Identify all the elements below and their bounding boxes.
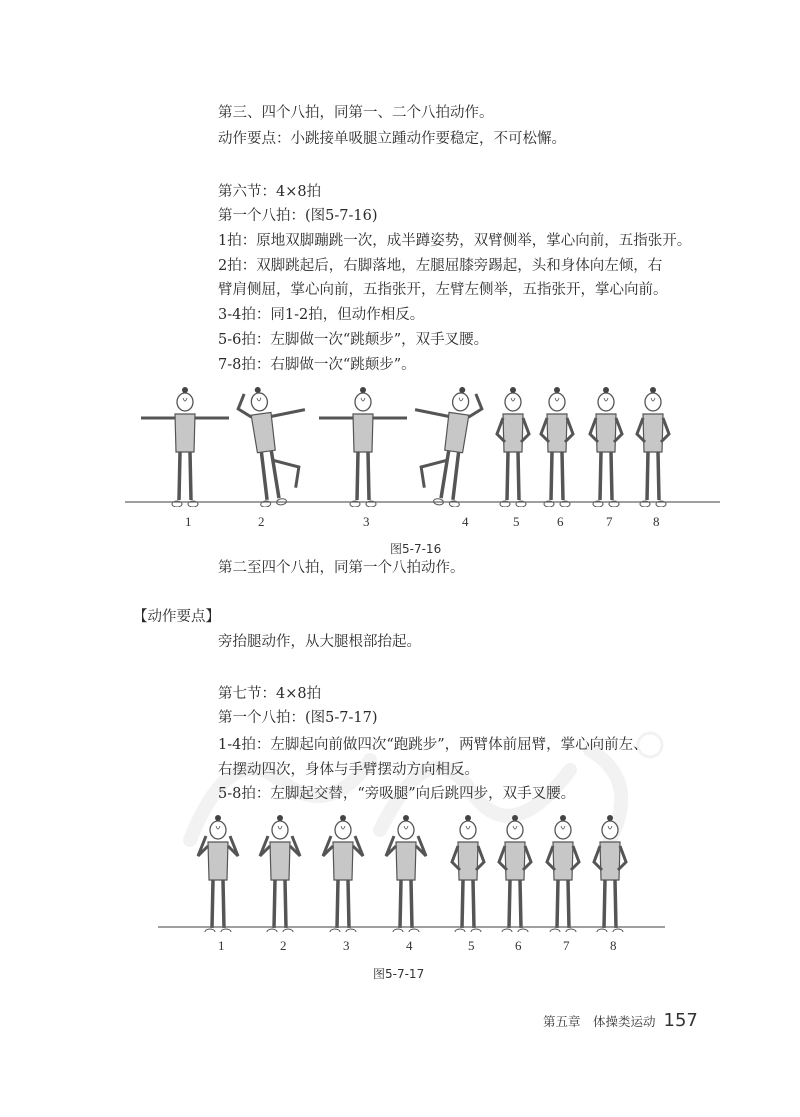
dancer-figure (547, 815, 579, 932)
beat-number: 3 (363, 514, 370, 529)
page-number: 157 (663, 1010, 698, 1031)
figure-caption: 图5-7-16 (390, 542, 442, 556)
text-line: 旁抬腿动作，从大腿根部抬起。 (218, 634, 421, 650)
beat-number: 6 (515, 938, 522, 953)
dancer-figure (323, 815, 363, 932)
dancer-figure (594, 815, 626, 932)
dancer-figure (590, 387, 622, 507)
text-line: 3-4拍：同1-2拍，但动作相反。 (218, 307, 425, 323)
dancer-figure (497, 387, 529, 507)
section-heading: 第六节：4×8拍 (218, 184, 322, 200)
section-heading: 第七节：4×8拍 (218, 686, 322, 702)
text-line: 第一个八拍：(图5-7-16) (218, 208, 378, 224)
dancer-figure (402, 382, 484, 507)
beat-number: 2 (280, 938, 287, 953)
figure-5-7-17 (150, 812, 670, 932)
text-line: 第一个八拍：(图5-7-17) (218, 710, 378, 726)
figure-caption: 图5-7-17 (373, 967, 425, 981)
text-line: 臂肩侧屈，掌心向前，五指张开，左臂左侧举，五指张开，掌心向前。 (218, 282, 668, 298)
figure-5-7-16 (120, 382, 720, 507)
text-line: 2拍：双脚跳起后，右脚落地，左腿屈膝旁踢起，头和身体向左倾，右 (218, 258, 663, 274)
page-footer (543, 1010, 698, 1031)
dancer-figure (198, 815, 238, 932)
text-line: 第二至四个八拍，同第一个八拍动作。 (218, 560, 465, 576)
beat-number: 5 (468, 938, 475, 953)
dancer-figure (499, 815, 531, 932)
text-line: 第三、四个八拍，同第一、二个八拍动作。 (218, 105, 494, 121)
dancer-figure (541, 387, 573, 507)
dancer-figure (386, 815, 426, 932)
beat-number: 6 (557, 514, 564, 529)
text-line: 动作要点：小跳接单吸腿立踵动作要稳定，不可松懈。 (218, 131, 566, 147)
beat-number: 1 (218, 938, 225, 953)
dancer-figure (452, 815, 484, 932)
text-line: 1拍：原地双脚蹦跳一次，成半蹲姿势，双臂侧举，掌心向前，五指张开。 (218, 233, 692, 249)
text-line: 5-6拍：左脚做一次“跳颠步”，双手叉腰。 (218, 332, 489, 348)
beat-number: 4 (406, 938, 413, 953)
beat-number: 4 (462, 514, 469, 529)
beat-number: 1 (185, 514, 192, 529)
dancer-figure (260, 815, 300, 932)
beat-number: 7 (606, 514, 613, 529)
beat-number: 8 (653, 514, 660, 529)
text-line: 5-8拍：左脚起交替，“旁吸腿”向后跳四步，双手叉腰。 (218, 786, 576, 802)
dancer-figure (637, 387, 669, 507)
text-line: 右摆动四次，身体与手臂摆动方向相反。 (218, 762, 479, 778)
dancer-figure (319, 387, 407, 507)
dancer-figure (141, 387, 229, 507)
beat-number: 8 (610, 938, 617, 953)
beat-number: 3 (343, 938, 350, 953)
beat-number: 2 (258, 514, 265, 529)
beat-number: 5 (513, 514, 520, 529)
beat-number: 7 (563, 938, 570, 953)
dancer-figure (236, 382, 318, 507)
key-points-tag: 【动作要点】 (133, 609, 220, 625)
text-line: 1-4拍：左脚起向前做四次“跑跳步”，两臂体前屈臂，掌心向前左、 (218, 737, 648, 753)
chapter-title: 第五章 体操类运动 (543, 1014, 656, 1029)
text-line: 7-8拍：右脚做一次“跳颠步”。 (218, 357, 416, 373)
